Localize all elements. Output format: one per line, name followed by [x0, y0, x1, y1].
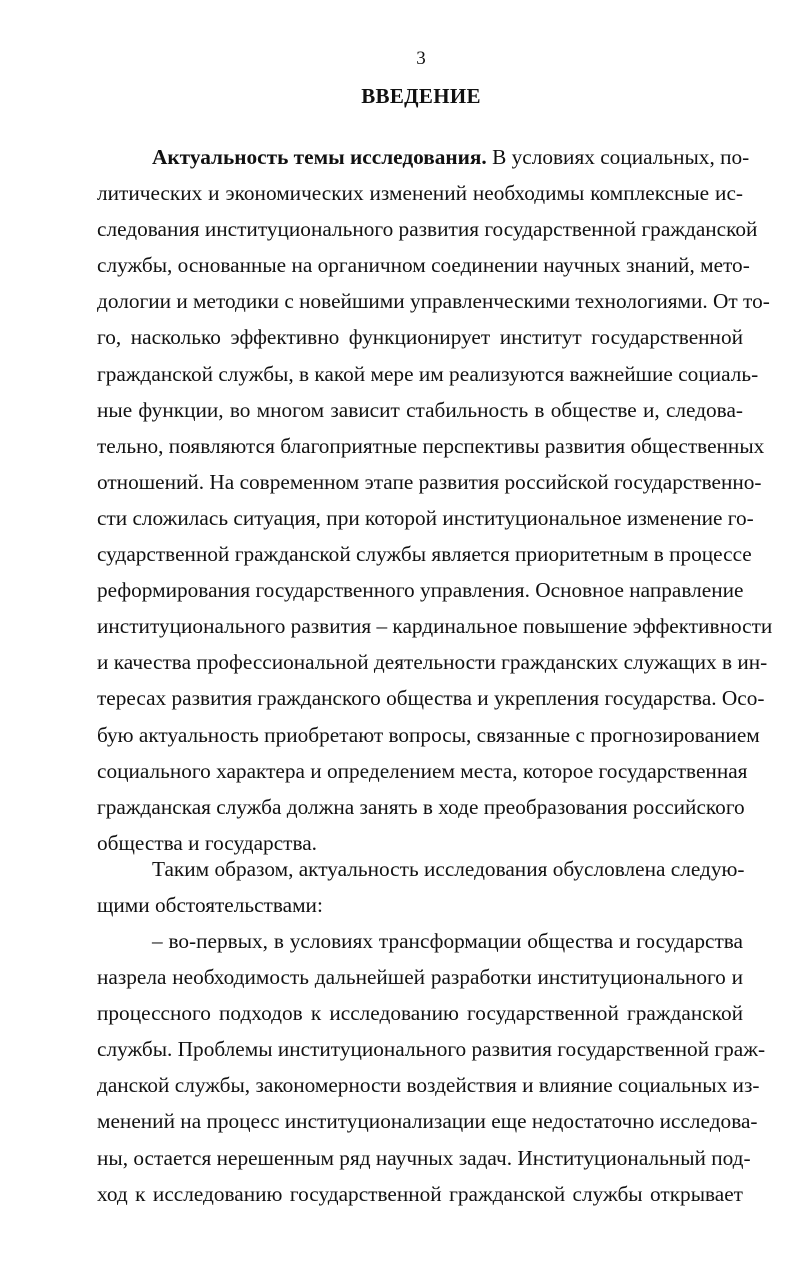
paragraph-line: общества и государства.	[97, 830, 318, 855]
paragraph-line: службы, основанные на органичном соединении научных знаний, мето-	[97, 253, 750, 278]
paragraph-line: бую актуальность приобретают вопросы, связанные с прогнозированием	[97, 722, 760, 747]
paragraph-line	[97, 139, 750, 175]
paragraph-line: тельно, появляются благоприятные перспективы развития общественных	[97, 433, 765, 458]
paragraph-line: процессного подходов к исследованию государственной гражданской	[97, 1001, 743, 1026]
paragraph-line: службы. Проблемы институционального развития государственной граж-	[97, 1037, 766, 1062]
paragraph-line: следования институционального развития государственной гражданской	[97, 217, 758, 242]
page-number: 3	[416, 48, 426, 69]
paragraph-line: менений на процесс институционализации еще недостаточно исследова-	[97, 1109, 758, 1134]
paragraph-line: институционального развития – кардинальное повышение эффективности	[97, 614, 773, 639]
paragraph-line: реформирования государственного управления. Основное направление	[97, 578, 744, 603]
paragraph-line: щими обстоятельствами:	[97, 893, 323, 918]
paragraph-line: Таким образом, актуальность исследования обусловлена следую-	[152, 857, 745, 881]
line-text: В условиях социальных, по-	[486, 145, 750, 169]
paragraph-line: тересах развития гражданского общества и укрепления государства. Осо-	[97, 686, 765, 711]
paragraph-relevance	[97, 139, 773, 861]
paragraph-line: гражданская служба должна занять в ходе преобразования российского	[97, 794, 745, 819]
paragraph-line: гражданской службы, в какой мере им реализуются важнейшие социаль-	[97, 361, 759, 386]
paragraph-line: сударственной гражданской службы является приоритетным в процессе	[97, 542, 752, 567]
paragraph-line: – во-первых, в условиях трансформации общества и государства	[152, 929, 743, 953]
lead-phrase: Актуальность темы исследования.	[152, 145, 487, 169]
paragraph-line: ход к исследованию государственной гражданской службы открывает	[97, 1181, 743, 1206]
paragraph-line: ные функции, во многом зависит стабильность в обществе и, следова-	[97, 397, 743, 422]
paragraph-line: литических и экономических изменений необходимы комплексные ис-	[97, 181, 743, 206]
paragraph-line: данской службы, закономерности воздействия и влияние социальных из-	[97, 1073, 760, 1098]
paragraph-line: го, насколько эффективно функционирует институт государственной	[97, 325, 743, 350]
section-heading: ВВЕДЕНИЕ	[361, 84, 481, 108]
paragraph-line: отношений. На современном этапе развития российской государственно-	[97, 469, 762, 494]
paragraph-first-point	[97, 923, 766, 1212]
paragraph-line: ны, остается нерешенным ряд научных задач. Институциональный под-	[97, 1145, 751, 1170]
paragraph-line: сти сложилась ситуация, при которой институциональное изменение го-	[97, 505, 754, 530]
paragraph-line: и качества профессиональной деятельности гражданских служащих в ин-	[97, 650, 768, 675]
paragraph-circumstances	[97, 851, 743, 923]
paragraph-line: дологии и методики с новейшими управленческими технологиями. От то-	[97, 289, 770, 314]
paragraph-line: социального характера и определением места, которое государственная	[97, 758, 748, 783]
paragraph-line: назрела необходимость дальнейшей разработки институционального и	[97, 965, 743, 990]
